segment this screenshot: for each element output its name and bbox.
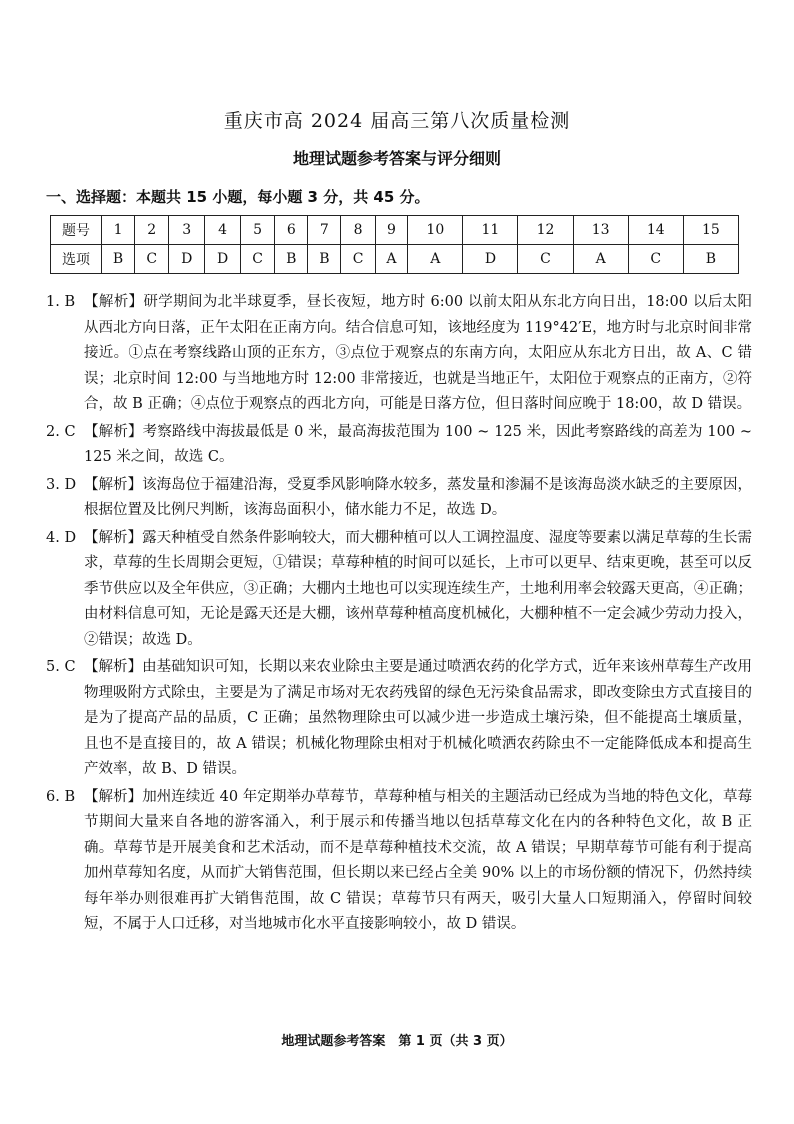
question-label: 4. D xyxy=(46,529,77,546)
answer-option: B xyxy=(102,245,135,274)
question-item xyxy=(46,655,752,783)
answer-row xyxy=(51,245,739,274)
page-subtitle: 地理试题参考答案与评分细则 xyxy=(292,149,501,168)
question-number: 4 xyxy=(205,216,241,245)
answer-option: B xyxy=(308,245,341,274)
question-number: 2 xyxy=(135,216,169,245)
answer-option: C xyxy=(240,245,274,274)
question-number: 6 xyxy=(275,216,308,245)
question-label: 1. B xyxy=(46,294,76,310)
question-number: 1 xyxy=(102,216,135,245)
explanations xyxy=(46,290,752,940)
question-explanation: 【解析】考察路线中海拔最低是 0 米，最高海拔范围为 100 ~ 125 米，因此考察路线的高差为 100 ~ 125 米之间，故选 C。 xyxy=(84,423,752,465)
answer-option: D xyxy=(463,245,518,274)
answer-option: A xyxy=(573,245,628,274)
page-title: 重庆市高 2024 届高三第八次质量检测 xyxy=(223,110,571,132)
question-item xyxy=(46,526,752,654)
question-label: 3. D xyxy=(46,476,77,493)
question-label: 6. B xyxy=(46,788,76,805)
question-explanation: 【解析】露天种植受自然条件影响较大，而大棚种植可以人工调控温度、湿度等要素以满足草莓的生长需求，草莓的生长周期会更短，①错误；草莓种植的时间可以延长，上市可以更早、结束更晚，甚至可以反季节供应以及全年供应，③正确；大棚内土地也可以实现连续生产，土地利用率会较露天更高，④正确；由材料信息可知，无论是露天还是大棚，该州草莓种植高度机械化，大棚种植不一定会减少劳动力投入，②错误；故选 D。 xyxy=(84,529,752,648)
answer-option: D xyxy=(169,245,205,274)
answer-option: C xyxy=(341,245,375,274)
section-heading: 一、选择题：本题共 15 小题，每小题 3 分，共 45 分。 xyxy=(46,188,430,206)
answer-option: A xyxy=(408,245,463,274)
page-footer: 地理试题参考答案 第 1 页（共 3 页） xyxy=(281,1034,513,1049)
row-header: 选项 xyxy=(51,245,102,274)
row-header: 题号 xyxy=(51,216,102,245)
answer-option: B xyxy=(275,245,308,274)
question-label: 5. C xyxy=(46,659,76,675)
answer-option: B xyxy=(683,245,738,274)
question-number: 12 xyxy=(518,216,573,245)
question-number: 15 xyxy=(683,216,738,245)
question-item xyxy=(46,290,752,418)
question-item xyxy=(46,473,752,524)
answer-option: C xyxy=(518,245,573,274)
question-number: 3 xyxy=(169,216,205,245)
answer-table xyxy=(50,215,739,274)
answer-option: C xyxy=(628,245,683,274)
question-number: 7 xyxy=(308,216,341,245)
answer-option: C xyxy=(135,245,169,274)
question-explanation: 【解析】由基础知识可知，长期以来农业除虫主要是通过喷洒农药的化学方式，近年来该州草莓生产改用物理吸附方式除虫，主要是为了满足市场对无农药残留的绿色无污染食品需求，即改变除虫方式直接目的是为了提高产品的品质，C 正确；虽然物理除虫可以减少进一步造成土壤污染，但不能提高土壤质量，且也不是直接目的，故 A 错误；机械化物理除虫相对于机械化喷洒农药除虫不一定能降低成本和提高生产效率，故 B、D 错误。 xyxy=(84,659,752,777)
question-explanation: 【解析】研学期间为北半球夏季，昼长夜短，地方时 6:00 以前太阳从东北方向日出，18:00 以后太阳从西北方向日落，正午太阳在正南方向。结合信息可知，该地经度为 119°42′E，地方时与北京时间非常接近。①点在考察线路山顶的正东方，③点位于观察点的东南方向，太阳应从东北方日出，故 A、C 错误；北京时间 12:00 与当地地方时 12:00 非常接近，也就是当地正午，太阳位于观察点的正南方，②符合，故 B 正确；④点位于观察点的西北方向，可能是日落方位，但日落时间应晚于 18:00，故 D 错误。 xyxy=(84,294,752,412)
question-number: 10 xyxy=(408,216,463,245)
question-number-row xyxy=(51,216,739,245)
question-number: 11 xyxy=(463,216,518,245)
question-number: 8 xyxy=(341,216,375,245)
question-number: 5 xyxy=(240,216,274,245)
question-item xyxy=(46,420,752,471)
question-item xyxy=(46,785,752,938)
question-explanation: 【解析】该海岛位于福建沿海，受夏季风影响降水较多，蒸发量和渗漏不是该海岛淡水缺乏的主要原因，根据位置及比例尺判断，该海岛面积小，储水能力不足，故选 D。 xyxy=(84,476,752,518)
question-number: 13 xyxy=(573,216,628,245)
answer-option: D xyxy=(205,245,241,274)
question-number: 14 xyxy=(628,216,683,245)
answer-option: A xyxy=(375,245,408,274)
question-label: 2. C xyxy=(46,423,76,440)
question-explanation: 【解析】加州连续近 40 年定期举办草莓节，草莓种植与相关的主题活动已经成为当地的特色文化，草莓节期间大量来自各地的游客涌入，利于展示和传播当地以包括草莓文化在内的各种特色文化，故 B 正确。草莓节是开展美食和艺术活动，而不是草莓种植技术交流，故 A 错误；早期草莓节可能有利于提高加州草莓知名度，从而扩大销售范围，但长期以来已经占全美 90% 以上的市场份额的情况下，仍然持续每年举办则很难再扩大销售范围，故 C 错误；草莓节只有两天，吸引大量人口短期涌入，停留时间较短，不属于人口迁移，对当地城市化水平直接影响较小，故 D 错误。 xyxy=(84,788,752,932)
question-number: 9 xyxy=(375,216,408,245)
